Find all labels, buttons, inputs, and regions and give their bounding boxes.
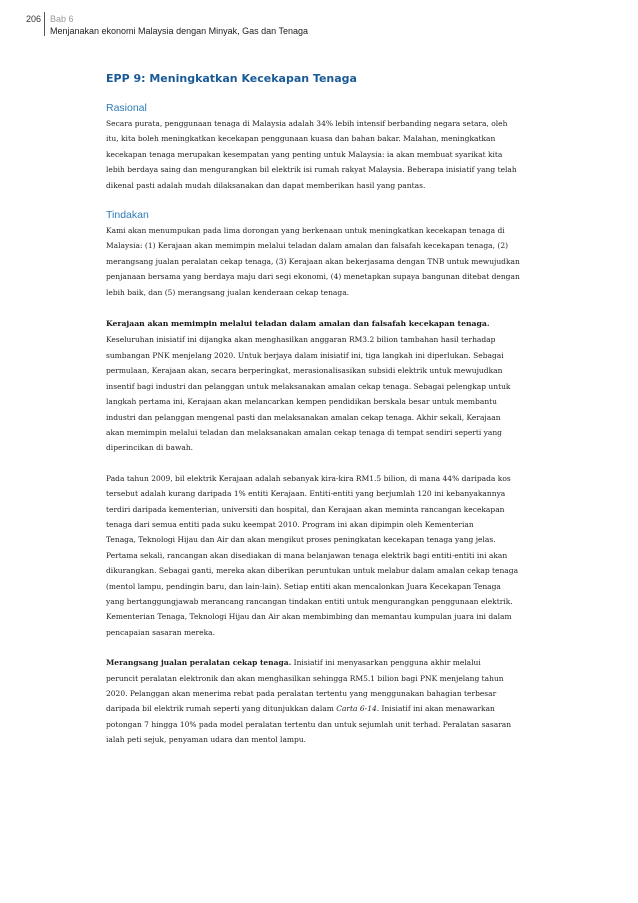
electricity-bill-paragraph: Pada tahun 2009, bil elektrik Kerajaan adalah sebanyak kira-kira RM1.5 bilion, di mana 44% daripada kos tersebut adalah kurang daripada 1% entiti Kerajaan. Entiti-entiti yang berjumlah 120 ini kebanyakannya terdiri daripada kementerian, universiti dan hospital, dan Kerajaan akan meminta rancangan kecekapan tenaga dari semua entiti pada suku keempat 2010. Program ini akan dipimpin oleh Kementerian Tenaga, Teknologi Hijau dan Air dan akan mengikut proses peningkatan kecekapan tenaga yang jelas. Pertama sekali, rancangan akan disediakan di mana belanjawan tenaga elektrik bagi entiti-entiti ini akan dikurangkan. Sebagai ganti, mereka akan diberikan peruntukan untuk melabur dalam amalan cekap tenaga (mentol lampu, pendingin baru, dan lain-lain). Setiap entiti akan mencalonkan Juara Kecekapan Tenaga yang bertanggungjawab merancang rancangan tindakan entiti untuk mengurangkan penggunaan elektrik. Kementerian Tenaga, Teknologi Hijau dan Air akan membimbing dan memantau kumpulan juara ini dalam pencapaian sasaran mereka.: [106, 473, 519, 637]
running-title: Menjanakan ekonomi Malaysia dengan Minyak, Gas dan Tenaga: [50, 26, 308, 36]
action-paragraph: Kami akan menumpukan pada lima dorongan yang berkenaan untuk meningkatkan kecekapan tenaga di Malaysia: (1) Kerajaan akan memimpin melalui teladan dalam amalan dan falsafah kecekapan tenaga, (2) merangsang jualan peralatan cekap tenaga, (3) Kerajaan akan bekerjasama dengan TNB untuk mewujudkan penjanaan bersama yang berdaya maju dari segi ekonomi, (4) menetapkan supaya bangunan ditebat dengan lebih baik, dan (5) merangsang jualan kenderaan cekap tenaga.: [106, 226, 520, 297]
appliances-text-a: Inisiatif ini menyasarkan pengguna akhir melalui peruncit peralatan elektronik dan akan menghasilkan sehingga RM5.1 bilion bagi PNK menjelang tahun 2020. Pelanggan akan menerima rebat pada peralatan tertentu yang menggunakan bahagian terbesar daripada bil elektrik rumah seperti yang ditunjukkan dalam: [106, 658, 504, 714]
section-body: [106, 72, 596, 748]
chart-reference: Carta 6-14: [336, 704, 377, 714]
appliances-paragraph: [106, 655, 596, 747]
lead-heading-appliances: Merangsang jualan peralatan cekap tenaga.: [106, 658, 292, 668]
appliances-text-b: . Inisiatif ini akan menawarkan potongan 7 hingga 10% pada model peralatan tertentu dan untuk sejumlah unit terhad. Peralatan sasaran ialah peti sejuk, penyaman udara dan mentol lampu.: [106, 704, 512, 745]
rationale-heading: Rasional: [106, 102, 147, 114]
page-number: 206: [26, 14, 42, 24]
chapter-label: Bab 6: [50, 14, 74, 24]
section-title: EPP 9: Meningkatkan Kecekapan Tenaga: [106, 72, 357, 85]
rationale-paragraph: Secara purata, penggunaan tenaga di Malaysia adalah 34% lebih intensif berbanding negara setara, oleh itu, kita boleh meningkatkan kecekapan penggunaan kuasa dan bahan bakar. Malahan, meningkatkan kecekapan tenaga merupakan kesempatan yang penting untuk Malaysia: ia akan membuat syarikat kita lebih berdaya saing dan mengurangkan bil elektrik isi rumah rakyat Malaysia. Beberapa inisiatif yang telah dikenal pasti adalah mudah dilaksanakan dan dapat memberikan hasil yang pantas.: [106, 119, 517, 190]
action-heading: Tindakan: [106, 209, 149, 222]
header-divider: [44, 12, 45, 36]
lead-heading-government: Kerajaan akan memimpin melalui teladan dalam amalan dan falsafah kecekapan tenaga.: [106, 319, 490, 329]
government-paragraph: Keseluruhan inisiatif ini dijangka akan menghasilkan anggaran RM3.2 bilion tambahan hasil terhadap sumbangan PNK menjelang 2020. Untuk berjaya dalam inisiatif ini, tiga langkah ini diperlukan. Sebagai permulaan, Kerajaan akan, secara berperingkat, merasionalisasikan subsidi elektrik untuk mewujudkan insentif bagi industri dan pelanggan untuk melaksanakan amalan cekap tenaga. Sebagai pelengkap untuk langkah pertama ini, Kerajaan akan melancarkan kempen pendidikan berskala besar untuk membantu industri dan pelanggan mengenal pasti dan melaksanakan amalan cekap tenaga. Akhir sekali, Kerajaan akan memimpin melalui teladan dan melaksanakan amalan cekap tenaga di tempat sendiri seperti yang diperincikan di bawah.: [106, 335, 511, 453]
page-header: [0, 0, 638, 40]
